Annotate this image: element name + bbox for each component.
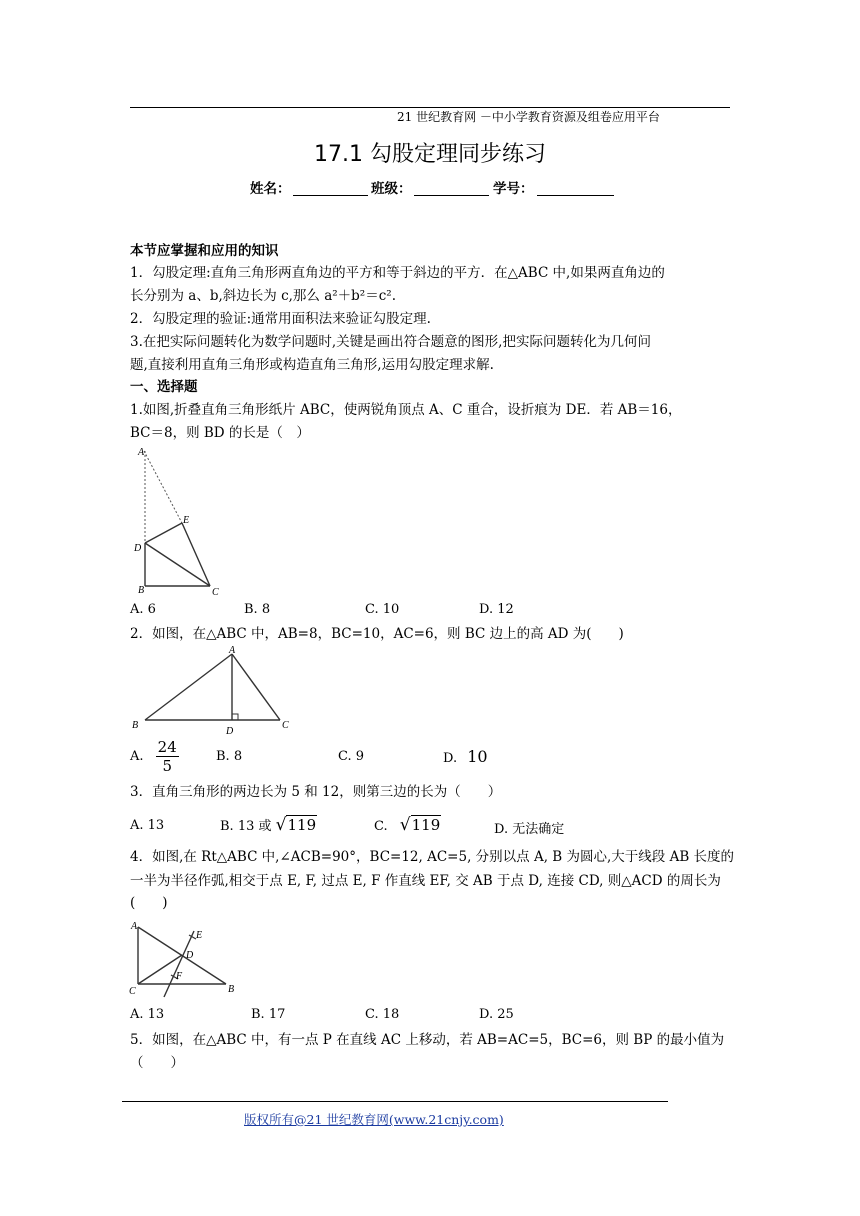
- q1-label-a: A: [138, 447, 145, 458]
- q2-figure: [128, 644, 303, 736]
- q4-option-d[interactable]: D. 25: [479, 1007, 514, 1022]
- q2-text: 2．如图，在△ABC 中，AB=8，BC=10，AC=6，则 BC 边上的高 AD 为( ): [130, 626, 624, 642]
- q2-side-ac: [232, 654, 280, 720]
- q2-option-c[interactable]: C. 9: [338, 749, 365, 764]
- q1-label-b: B: [138, 585, 145, 596]
- knowledge-line-5: 题,直接利用直角三角形或构造直角三角形,运用勾股定理求解.: [130, 357, 494, 373]
- q4-label-c: C: [129, 986, 136, 997]
- name-label: 姓名：: [250, 181, 291, 197]
- class-label: 班级：: [371, 181, 412, 197]
- q2-option-a[interactable]: [130, 738, 179, 775]
- q4-label-d: D: [186, 950, 194, 961]
- q2-option-a-label: A.: [130, 749, 144, 764]
- footer-copyright-link[interactable]: 版权所有@21 世纪教育网(www.21cnjy.com): [244, 1112, 504, 1127]
- q2-label-d: D: [226, 726, 234, 736]
- q4-option-a[interactable]: A. 13: [130, 1007, 165, 1022]
- q2-label-a: A: [229, 645, 236, 656]
- q2-option-d[interactable]: [443, 747, 488, 766]
- q2-side-ab: [145, 654, 232, 720]
- q2-option-a-numerator: 24: [157, 738, 177, 756]
- q4-line-3: ( ): [130, 895, 168, 911]
- knowledge-heading: 本节应掌握和应用的知识: [130, 243, 279, 259]
- q4-figure: [128, 917, 243, 1001]
- footer-rule: [122, 1101, 668, 1102]
- q1-option-a[interactable]: A. 6: [130, 602, 156, 617]
- q2-option-a-denominator: 5: [162, 757, 172, 775]
- q5-line-1: 5．如图，在△ABC 中，有一点 P 在直线 AC 上移动，若 AB=AC=5，BC=6，则 BP 的最小值为: [130, 1032, 725, 1048]
- q3-option-d[interactable]: D. 无法确定: [494, 822, 565, 837]
- number-blank[interactable]: [537, 195, 614, 196]
- section-choice-heading: 一、选择题: [130, 379, 198, 395]
- q1-label-d: D: [134, 543, 142, 554]
- knowledge-line-1: 1．勾股定理:直角三角形两直角边的平方和等于斜边的平方．在△ABC 中,如果两直角边的: [130, 265, 665, 281]
- q1-figure: [128, 443, 228, 598]
- q3-option-c-label: C.: [374, 819, 388, 834]
- q2-option-d-label: D.: [443, 751, 458, 766]
- q1-line-2: BC＝8，则 BD 的长是（ ）: [130, 425, 310, 441]
- knowledge-line-2: 长分别为 a、b,斜边长为 c,那么 a²＋b²＝c².: [130, 288, 396, 304]
- knowledge-line-3: 2．勾股定理的验证:通常用面积法来验证勾股定理.: [130, 311, 431, 327]
- class-blank[interactable]: [414, 195, 489, 196]
- q1-fold-de: [145, 523, 182, 543]
- q3-option-c-radical-sign: √: [399, 815, 411, 835]
- q2-option-b[interactable]: B. 8: [216, 749, 243, 764]
- q1-line-1: 1.如图,折叠直角三角形纸片 ABC，使两锐角顶点 A、C 重合，设折痕为 DE．若 AB＝16，: [130, 402, 682, 418]
- q4-label-b: B: [228, 984, 235, 995]
- q4-line-1: 4．如图,在 Rt△ABC 中,∠ACB=90°，BC=12, AC=5, 分别以点 A, B 为圆心,大于线段 AB 长度的: [130, 849, 735, 865]
- q4-option-b[interactable]: B. 17: [251, 1007, 286, 1022]
- q4-line-2: 一半为半径作弧,相交于点 E, F, 过点 E, F 作直线 EF, 交 AB 于点 D, 连接 CD, 则△ACD 的周长为: [130, 873, 721, 889]
- number-label: 学号：: [493, 181, 534, 197]
- q3-option-c[interactable]: [374, 815, 441, 835]
- knowledge-line-4: 3.在把实际问题转化为数学问题时,关键是画出符合题意的图形,把实际问题转化为几何问: [130, 334, 651, 350]
- q1-fold-line-ae: [144, 451, 182, 523]
- q4-label-a: A: [131, 921, 138, 932]
- name-blank[interactable]: [293, 195, 368, 196]
- q4-label-f: F: [176, 971, 183, 982]
- q3-option-b-label: B. 13 或: [220, 819, 272, 834]
- q1-option-b[interactable]: B. 8: [244, 602, 271, 617]
- q3-option-c-radicand: 119: [411, 816, 441, 834]
- q2-label-c: C: [282, 720, 289, 731]
- q3-option-b-radical-sign: √: [275, 815, 287, 835]
- q3-option-a[interactable]: A. 13: [130, 818, 165, 833]
- q3-option-b-radicand: 119: [287, 816, 317, 834]
- q5-line-2: （ ）: [130, 1055, 184, 1071]
- q1-label-e: E: [183, 515, 190, 526]
- q3-option-b[interactable]: [220, 815, 317, 835]
- q2-option-d-value: 10: [467, 747, 488, 766]
- q3-text: 3．直角三角形的两边长为 5 和 12，则第三边的长为（ ）: [130, 784, 502, 800]
- page-title: 17.1 勾股定理同步练习: [314, 142, 546, 167]
- q2-label-b: B: [132, 720, 139, 731]
- q4-option-c[interactable]: C. 18: [365, 1007, 400, 1022]
- q2-option-a-fraction: [156, 738, 179, 775]
- header-platform-note: 21 世纪教育网 －中小学教育资源及组卷应用平台: [397, 110, 660, 124]
- q1-option-c[interactable]: C. 10: [365, 602, 400, 617]
- q1-option-d[interactable]: D. 12: [479, 602, 514, 617]
- q1-label-c: C: [212, 587, 219, 598]
- q4-label-e: E: [196, 930, 203, 941]
- q2-right-angle-mark: [232, 714, 238, 720]
